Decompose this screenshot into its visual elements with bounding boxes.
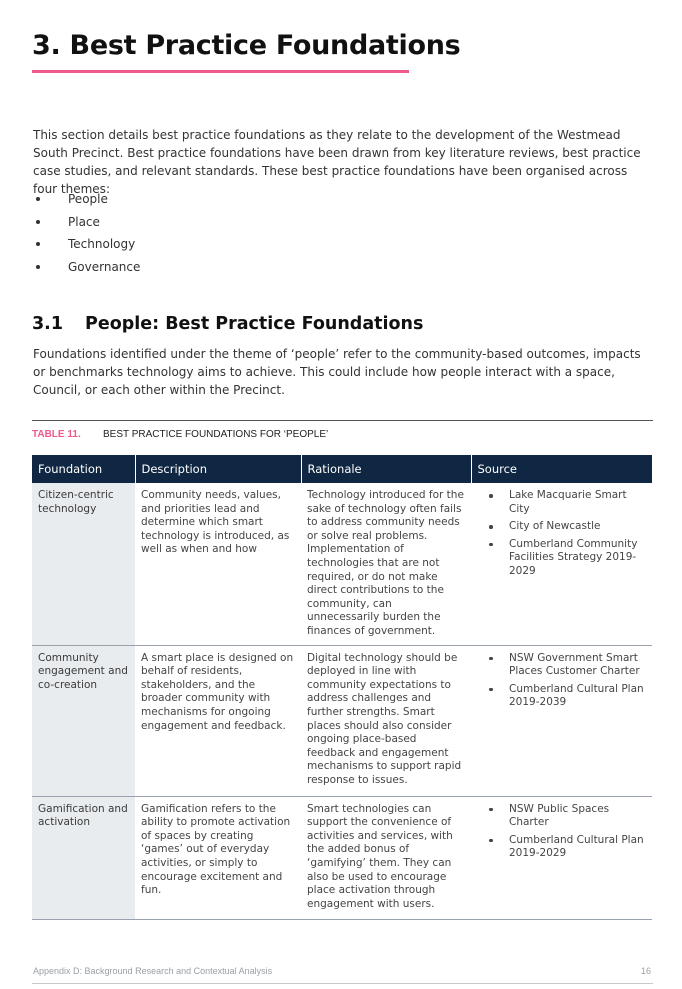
- intro-paragraph: This section details best practice foundations as they relate to the development of the Westmead South Precinct. Best practice foundations have been drawn from key literature reviews, best practice case studies, and relevant standards. These best practice foundations have been organised across four themes:: [33, 128, 641, 196]
- table-row: [32, 796, 652, 919]
- column-header-source: Source: [471, 455, 652, 483]
- rationale-cell: Digital technology should be deployed in line with community expectations to address challenges and further strengths. Smart places should also consider ongoing place-based feedback and engagement mechanisms to support rapid response to issues.: [301, 645, 471, 796]
- themes-list: [33, 190, 140, 280]
- table-caption: [32, 429, 328, 440]
- list-item: Place: [33, 213, 140, 236]
- column-header-rationale: Rationale: [301, 455, 471, 483]
- list-item: Governance: [33, 258, 140, 281]
- source-item: City of Newcastle: [471, 520, 646, 534]
- source-list: [471, 652, 646, 710]
- footer-text: Appendix D: Background Research and Contextual Analysis: [33, 966, 273, 976]
- list-item: People: [33, 190, 140, 213]
- table-row: [32, 645, 652, 796]
- table-number: TABLE 11.: [32, 429, 81, 440]
- footer-rule: [32, 983, 653, 984]
- section-heading: [32, 314, 423, 334]
- section-number: 3.1: [32, 314, 64, 334]
- section-paragraph: Foundations identified under the theme of ‘people’ refer to the community-based outcomes, impacts or benchmarks technology aims to achieve. This could include how people interact with a space, Council, or each other within the Precinct.: [33, 347, 641, 397]
- section-title: People: Best Practice Foundations: [85, 314, 424, 334]
- source-list: [471, 489, 646, 579]
- table-header-row: [32, 455, 652, 483]
- column-header-description: Description: [135, 455, 301, 483]
- page-title: 3. Best Practice Foundations: [32, 30, 461, 61]
- rationale-cell: Smart technologies can support the convenience of activities and services, with the added bonus of ‘gamifying’ them. They can also be used to encourage place activation through engagement with users.: [301, 796, 471, 919]
- source-item: Cumberland Cultural Plan 2019-2039: [471, 683, 646, 710]
- foundation-cell: Community engagement and co-creation: [32, 645, 135, 796]
- table-row: [32, 483, 652, 645]
- source-cell: [471, 483, 652, 645]
- description-cell: Community needs, values, and priorities lead and determine which smart technology is introduced, as well as when and how: [135, 483, 301, 645]
- list-item: Technology: [33, 235, 140, 258]
- caption-rule: [32, 420, 653, 421]
- source-item: Lake Macquarie Smart City: [471, 489, 646, 516]
- source-item: NSW Government Smart Places Customer Charter: [471, 652, 646, 679]
- foundation-cell: Gamification and activation: [32, 796, 135, 919]
- table-caption-text: BEST PRACTICE FOUNDATIONS FOR ‘PEOPLE’: [103, 429, 329, 440]
- column-header-foundation: Foundation: [32, 455, 135, 483]
- source-item: NSW Public Spaces Charter: [471, 803, 646, 830]
- foundations-table: [32, 455, 652, 920]
- source-cell: [471, 796, 652, 919]
- source-item: Cumberland Cultural Plan 2019-2029: [471, 834, 646, 861]
- source-item: Cumberland Community Facilities Strategy 2019-2029: [471, 538, 646, 579]
- page-number: 16: [640, 966, 651, 976]
- source-cell: [471, 645, 652, 796]
- foundation-cell: Citizen-centric technology: [32, 483, 135, 645]
- description-cell: Gamification refers to the ability to promote activation of spaces by creating ‘games’ out of everyday activities, or simply to encourage excitement and fun.: [135, 796, 301, 919]
- source-list: [471, 803, 646, 861]
- description-cell: A smart place is designed on behalf of residents, stakeholders, and the broader community with mechanisms for ongoing engagement and feedback.: [135, 645, 301, 796]
- title-underline: [32, 70, 409, 73]
- rationale-cell: Technology introduced for the sake of technology often fails to address community needs or solve real problems. Implementation of technologies that are not required, or do not make direct contributions to the community, can unnecessarily burden the finances of government.: [301, 483, 471, 645]
